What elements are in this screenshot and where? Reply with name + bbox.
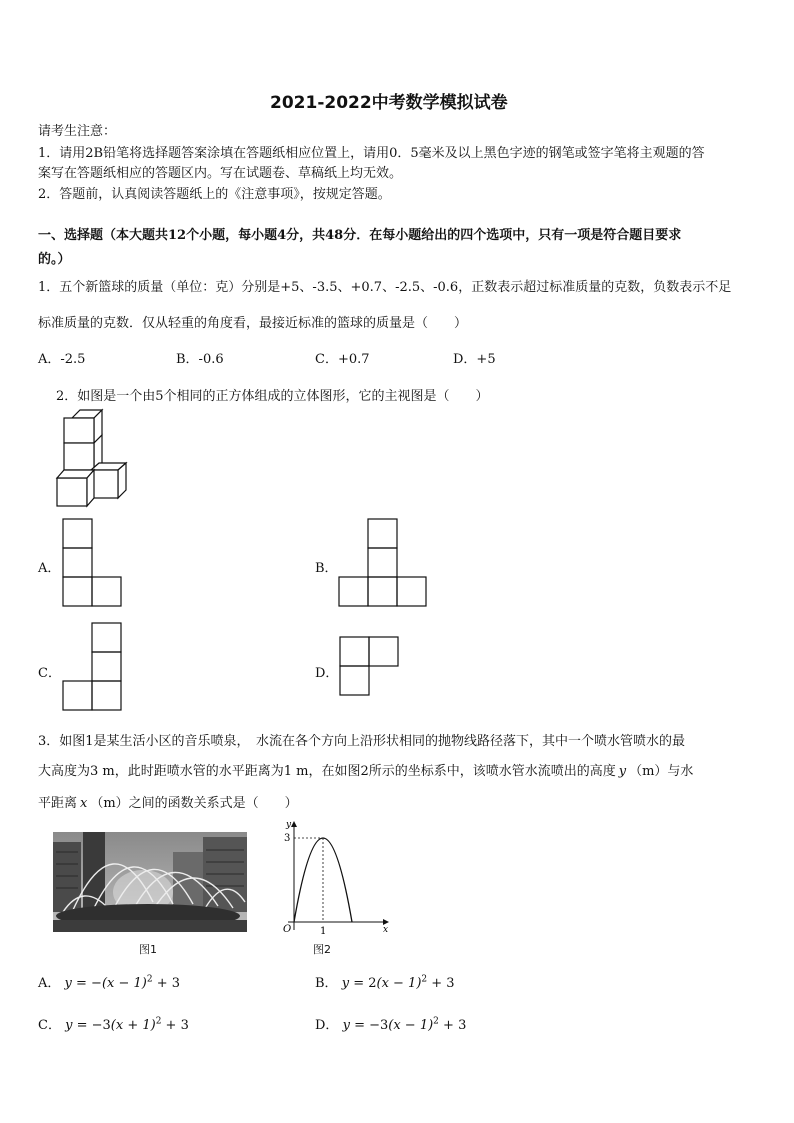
q2-option-c-label: C． [38, 666, 61, 681]
q3-line-3-end: （m）之间的函数关系式是（ ） [90, 796, 298, 811]
b-lhs: y [341, 976, 350, 991]
q1-option-a: A．-2.5 [38, 352, 86, 367]
q3-option-c-label: C． [38, 1018, 61, 1033]
c-tail: + 3 [161, 1018, 189, 1033]
fig2-caption: 图2 [313, 943, 331, 956]
a-body: (x − 1) [101, 976, 147, 991]
notice-line-1: 1．请用2B铅笔将选择题答案涂填在答题纸相应位置上，请用0．5毫米及以上黑色字迹的钢笔或签字笔将主观题的答 [38, 146, 705, 161]
q3-option-a-label: A． [38, 976, 61, 991]
q3-option-d-formula [343, 1018, 467, 1033]
b-body: (x − 1) [376, 976, 422, 991]
q1-option-d: D．+5 [453, 352, 496, 367]
q2-option-c-figure [62, 622, 124, 712]
q3-var-x: x [80, 796, 88, 811]
q1-option-c: C．+0.7 [315, 352, 370, 367]
q3-option-b-label: B． [315, 976, 338, 991]
fountain-photo [53, 832, 247, 932]
q3-option-b [315, 972, 455, 991]
notice-line-2: 案写在答题纸相应的答题区内。写在试题卷、草稿纸上均无效。 [38, 166, 403, 181]
c-exp: 2 [155, 1016, 162, 1027]
q2-option-d-figure [339, 636, 401, 698]
graph-label-y: y [286, 820, 292, 830]
q3-option-c-formula [65, 1018, 189, 1033]
b-eq: = 2 [349, 976, 377, 991]
section-heading-line-1: 一、选择题（本大题共12个小题，每小题4分，共48分．在每小题给出的四个选项中，只有一项是符合题目要求 [38, 228, 682, 243]
q3-option-a-formula [65, 976, 181, 991]
q3-option-c [38, 1014, 189, 1033]
graph-label-x: x [383, 925, 389, 935]
q3-option-a [38, 972, 180, 991]
q1-stem-line-2: 标准质量的克数．仅从轻重的角度看，最接近标准的篮球的质量是（ ） [38, 316, 468, 331]
c-body: (x + 1) [110, 1018, 156, 1033]
q2-option-a-figure [62, 518, 124, 608]
q2-option-a-label: A． [38, 561, 61, 576]
q2-option-d-label: D． [315, 666, 339, 681]
q3-line-2-text: 大高度为3 m，此时距喷水管的水平距离为1 m，在如图2所示的坐标系中，该喷水管水流喷出的高度 [38, 764, 616, 779]
page-title: 2021-2022中考数学模拟试卷 [270, 93, 508, 113]
fig1-caption: 图1 [139, 943, 157, 956]
q3-option-d-label: D． [315, 1018, 339, 1033]
q3-option-b-formula [342, 976, 455, 991]
d-body: (x − 1) [388, 1018, 434, 1033]
q2-option-b-figure [338, 518, 430, 608]
graph-label-3: 3 [284, 833, 291, 844]
c-lhs: y [65, 1018, 73, 1033]
q3-line-3-start: 平距离 [38, 796, 78, 811]
a-lhs: y [64, 976, 72, 991]
graph-label-1: 1 [320, 926, 327, 937]
notice-line-3: 2．答题前，认真阅读答题纸上的《注意事项》，按规定答题。 [38, 187, 391, 202]
parabola-graph [280, 818, 395, 940]
a-eq: = − [71, 976, 102, 991]
c-eq: = −3 [72, 1018, 111, 1033]
q1-option-b: B．-0.6 [176, 352, 224, 367]
d-eq: = −3 [349, 1018, 389, 1033]
q1-stem-line-1: 1．五个新篮球的质量（单位：克）分别是+5、-3.5、+0.7、-2.5、-0.6，正数表示超过标准质量的克数，负数表示不足 [38, 280, 732, 295]
section-heading-line-2: 的。） [38, 252, 71, 267]
q3-var-y: y [618, 764, 627, 779]
d-lhs: y [342, 1018, 350, 1033]
q3-stem-line-1: 3．如图1是某生活小区的音乐喷泉， 水流在各个方向上沿形状相同的抛物线路径落下，其中一个喷水管喷水的最 [38, 734, 686, 749]
q3-stem-line-3 [38, 792, 298, 811]
a-exp: 2 [146, 974, 153, 985]
q3-stem-line-2 [38, 760, 693, 779]
b-exp: 2 [421, 974, 428, 985]
d-tail: + 3 [438, 1018, 467, 1033]
b-tail: + 3 [427, 976, 455, 991]
graph-label-origin: O [283, 924, 292, 935]
q2-option-b-label: B． [315, 561, 338, 576]
notice-heading: 请考生注意： [38, 124, 117, 139]
a-tail: + 3 [152, 976, 181, 991]
q2-cube-figure [54, 408, 134, 508]
q3-line-2-end: （m）与水 [629, 764, 694, 779]
q3-option-d [315, 1014, 466, 1033]
q2-stem: 2．如图是一个由5个相同的正方体组成的立体图形，它的主视图是（ ） [56, 389, 489, 404]
d-exp: 2 [433, 1016, 439, 1027]
